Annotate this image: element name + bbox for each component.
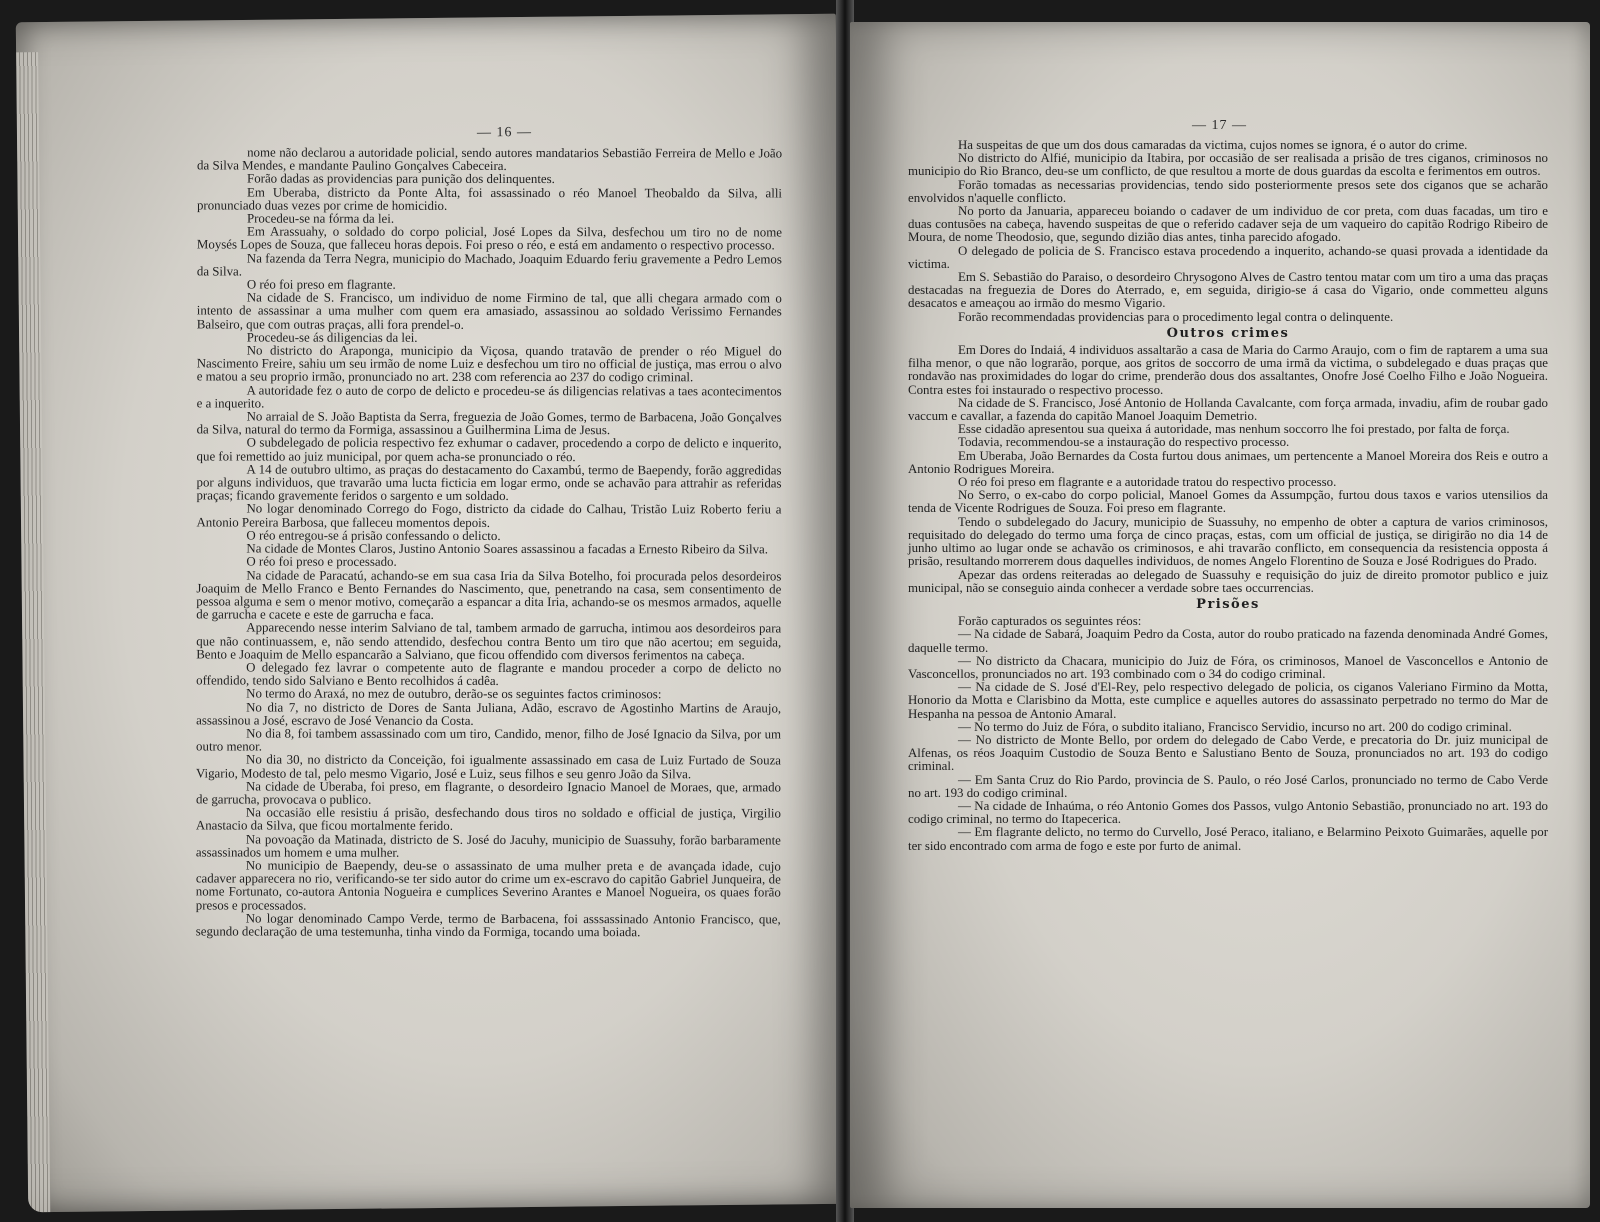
outros-crimes-paragraph: O réo foi preso em flagrante e a autoridade tratou do respectivo processo. <box>958 475 1337 490</box>
left-paragraph: No arraial de S. João Baptista da Serra, freguezia de João Gomes, termo de Barbacena, João Gonçalves da Silva, natural do termo da Formiga, assassinou a Guilhermina Lima de Jesus. <box>196 409 782 438</box>
page-number-left: — 16 — <box>476 124 533 141</box>
left-paragraph: No dia 7, no districto de Dores de Santa Juliana, Adão, escravo de Agostinho Martins de Araujo, assassinou a José, escravo de José Venancio da Costa. <box>196 700 782 728</box>
left-paragraph: nome não declarou a autoridade policial, sendo autores mandatarios Sebastião Ferreira de Mello e João da Silva Mendes, e mandante Paulino Gonçalves Cabeceira. <box>197 145 783 174</box>
left-paragraph: A autoridade fez o auto de corpo de delicto e procedeu-se ás diligencias relativas a taes acontecimentos e a inquerito. <box>196 383 782 411</box>
section-heading-prisoes: Prisões <box>1196 596 1260 612</box>
outros-crimes-paragraph: No Serro, o ex-cabo do corpo policial, Manoel Gomes da Assumpção, furtou dous taxos e varios utensilios da tenda de Vicente Rodrigues de Souza. Foi preso em flagrante. <box>908 488 1548 516</box>
left-paragraph: No logar denominado Campo Verde, termo de Barbacena, foi asssassinado Antonio Francisco, que, segundo declaração de uma testemunha, tinha vindo da Formiga, tocando uma boiada. <box>195 911 781 940</box>
left-text-column <box>196 146 782 939</box>
prisoes-paragraph: Forão capturados os seguintes réos: <box>958 614 1142 629</box>
prisoes-paragraph: — No districto de Monte Bello, por ordem do delegado de Cabo Verde, e precatoria do Dr. juiz municipal de Alfenas, os réos Joaquim Custodio de Souza Bento e Salustiano Bento de Souza, pronunciados no art. 193 do codigo criminal. <box>908 732 1548 774</box>
prisoes-paragraph: — Em Santa Cruz do Rio Pardo, provincia de S. Paulo, o réo José Carlos, pronunciado no termo de Cabo Verde no art. 193 do codigo criminal. <box>908 772 1548 800</box>
right-paragraph: Ha suspeitas de que um dos dous camaradas da victima, cujos nomes se ignora, é o autor do crime. <box>958 138 1468 152</box>
left-paragraph: O réo entregou-se á prisão confessando o delicto. <box>246 528 501 543</box>
right-paragraph: O delegado de policia de S. Francisco estava procedendo a inquerito, achando-se quasi provada a identidade da victima. <box>908 243 1548 271</box>
left-paragraph: A 14 de outubro ultimo, as praças do destacamento do Caxambú, termo de Baependy, forão aggredidas por alguns individuos, que travarão uma lucta ficticia em logar ermo, onde se achavão para attrahir as referidas praças; ficando gravemente feridos o sargento e um soldado. <box>196 462 782 504</box>
left-paragraph: Apparecendo nesse interim Salviano de tal, tambem armado de garrucha, intimou aos desordeiros para que não continuassem, e, não sendo attendido, desfechou contra Bento um tiro que não acertou; em seguida, Bento e Joaquim de Mello espancarão a Salviano, que ficou offendido com diversos ferimentos na cabeça. <box>196 620 782 663</box>
right-paragraph: No districto do Alfié, municipio da Itabira, por occasião de ser realisada a prisão de tres ciganos, criminosos no municipio do Rio Branco, deu-se um conflicto, de que resultou a morte de dous guardas da escolta e ferimentos em outros. <box>908 151 1548 179</box>
left-paragraph: No dia 30, no districto da Conceição, foi igualmente assassinado em casa de Luiz Furtado de Souza Vigario, Modesto de tal, pelo mesmo Vigario, José e Luiz, seus filhos e seu genro João da Silva. <box>195 752 782 781</box>
left-paragraph: Na cidade de Uberaba, foi preso, em flagrante, o desordeiro Ignacio Manoel de Moraes, que, armado de garrucha, provocava o publico. <box>195 779 781 807</box>
outros-crimes-paragraph: Esse cidadão apresentou sua queixa á autoridade, mas nenhum soccorro lhe foi prestado, por falta de força. <box>958 422 1510 437</box>
page-number-right: — 17 — <box>1192 118 1247 133</box>
prisoes-paragraph: — Na cidade de Sabará, Joaquim Pedro da Costa, autor do roubo praticado na fazenda denominada André Gomes, daquelle termo. <box>908 627 1548 655</box>
outros-crimes-paragraph: Em Uberaba, João Bernardes da Costa furtou dous animaes, um pertencente a Manoel Moreira dos Reis e outro a Antonio Rodrigues Moreira. <box>908 448 1548 476</box>
left-paragraph: O réo foi preso e processado. <box>246 554 397 570</box>
left-paragraph: Em Uberaba, districto da Ponte Alta, foi assassinado o réo Manoel Theobaldo da Silva, alli pronunciado duas vezes por crime de homicidio. <box>196 185 783 213</box>
left-paragraph: No municipio de Baependy, deu-se o assassinato de uma mulher preta e de avançada idade, cujo cadaver apparecera no rio, verificando-se ter sido autor do crime um ex-escravo do capitão Gabriel Junqueira, de nome Fortunato, co-autora Antonia Nogueira e cumplices Severino Arantes e Manoel Nogueira, os quaes forão presos e processados. <box>195 858 781 913</box>
prisoes-paragraph: — No termo do Juiz de Fóra, o subdito italiano, Francisco Servidio, incurso no art. 200 do codigo criminal. <box>958 719 1512 734</box>
left-paragraph: No dia 8, foi tambem assassinado com um tiro, Candido, menor, filho de José Ignacio da Silva, por um outro menor. <box>196 726 782 754</box>
page-edges <box>16 52 50 1212</box>
left-paragraph: O réo foi preso em flagrante. <box>246 277 396 292</box>
left-paragraph: No districto do Araponga, municipio da Viçosa, quando tratavão de prender o réo Miguel do Nascimento Freire, sahiu um seu irmão de nome Luiz e desfechou um tiro no official de justiça, mas errou o alvo e matou a seu proprio irmão, pronunciado no art. 238 com referencia ao 237 do codigo criminal. <box>196 343 782 385</box>
left-page <box>16 14 848 1213</box>
section-heading-outros-crimes: Outros crimes <box>1166 325 1290 341</box>
left-paragraph: No termo do Araxá, no mez de outubro, derão-se os seguintes factos criminosos: <box>246 686 662 702</box>
left-paragraph: Procedeu-se ás diligencias da lei. <box>246 330 418 345</box>
right-text-column <box>908 139 1548 853</box>
left-paragraph: Na occasião elle resistiu á prisão, desfechando dous tiros no soldado e official de justiça, Virgilio Anastacio da Silva, que ficou mortalmente ferido. <box>195 805 781 834</box>
left-paragraph: O delegado fez lavrar o competente auto de flagrante e mandou proceder a corpo de delicto no offendido, tendo sido Salviano e Bento recolhidos á cadêa. <box>196 660 782 689</box>
left-paragraph: Na cidade de S. Francisco, um individuo de nome Firmino de tal, que alli chegara armado com o intento de assassinar a uma mulher com quem era amasiado, assassinou ao soldado Verissimo Fernandes Balseiro, que com outras praças, alli fora prendel-o. <box>196 290 782 332</box>
left-paragraph: Forão dadas as providencias para punição dos delinquentes. <box>247 171 555 187</box>
outros-crimes-paragraph: Em Dores do Indaiá, 4 individuos assaltarão a casa de Maria do Carmo Araujo, com o fim de raptarem a uma sua filha menor, o que não lograrão, porque, aos gritos de soccorro de uma irmã da victima, o subdelegado e duas praças que rondavão nas proximidades do logar do crime, prenderão dous dos assaltantes, Onofre José Coelho Filho e João Nogueira. Contra estes foi instaurado o respectivo processo. <box>908 343 1548 397</box>
left-paragraph: Na fazenda da Terra Negra, municipio do Machado, Joaquim Eduardo feriu gravemente a Pedro Lemos da Silva. <box>196 251 782 279</box>
left-paragraph: No logar denominado Corrego do Fogo, districto da cidade do Calhau, Tristão Luiz Roberto feriu a Antonio Pereira Barbosa, que falleceu momentos depois. <box>196 502 782 530</box>
left-paragraph: Na cidade de Paracatú, achando-se em sua casa Iria da Silva Botelho, foi procurada pelos desordeiros Joaquim de Mello Franco e Bento Fernandes do Nascimento, que, penetrando na casa, sem consentimento de pessoa alguma e sem o menor motivo, começarão a espancar a dita Iria, achando-se os mesmos armados, aquelle de garrucha e cacete e este de garrucha e faca. <box>196 568 782 622</box>
left-paragraph: Procedeu-se na fórma da lei. <box>246 211 395 226</box>
prisoes-paragraph: — Na cidade de S. José d'El-Rey, pelo respectivo delegado de policia, os ciganos Valeriano Firmino da Motta, Honorio da Motta e Clarisbino da Motta, este cumplice e aquelles autores do assassinato perpetrado no termo do Mar de Hespanha na pessoa de Antonio Amaral. <box>908 680 1548 721</box>
left-paragraph: Na cidade de Montes Claros, Justino Antonio Soares assassinou a facadas a Ernesto Ribeiro da Silva. <box>246 541 769 557</box>
prisoes-paragraph: — Em flagrante delicto, no termo do Curvello, José Peraco, italiano, e Belarmino Peixoto Guimarães, aquelle por ter sido encontrado com arma de fogo e este por furto de animal. <box>908 825 1548 853</box>
right-paragraph: Forão recommendadas providencias para o procedimento legal contra o delinquente. <box>958 309 1394 324</box>
outros-crimes-paragraph: Na cidade de S. Francisco, José Antonio de Hollanda Cavalcante, com força armada, invadiu, afim de roubar gado vaccum e cavallar, a fazenda do capitão Manoel Joaquim Demetrio. <box>908 395 1548 424</box>
outros-crimes-paragraph: Todavia, recommendou-se a instauração do respectivo processo. <box>958 435 1290 450</box>
right-paragraph: Forão tomadas as necessarias providencias, tendo sido posteriormente presos sete dos ciganos que se acharão envolvidos n'aquelle conflicto. <box>908 177 1548 205</box>
prisoes-paragraph: — No districto da Chacara, municipio do Juiz de Fóra, os criminosos, Manoel de Vasconcellos e Antonio de Vasconcellos, pronunciados no art. 193 combinado com o 34 do codigo criminal. <box>908 653 1548 681</box>
left-paragraph: Na povoação da Matinada, districto de S. José do Jacuhy, municipio de Suassuhy, forão barbaramente assassinados um homem e uma mulher. <box>195 832 781 860</box>
outros-crimes-paragraph: Tendo o subdelegado do Jacury, municipio de Suassuhy, no empenho de obter a captura de varios criminosos, requisitado do delegado do termo uma força de cinco praças, estas, com um official de justiça, se dirigirão no dia 14 de junho ultimo ao lugar onde se achavão os criminosos, e ahi travarão conflicto, em consequencia da resistencia opposta á prisão, resultando morrerem dous daquelles individuos, de nomes Angelo Florentino de Souza e José Rodrigues do Prado. <box>908 514 1548 569</box>
right-paragraph: No porto da Januaria, appareceu boiando o cadaver de um individuo de cor preta, com duas facadas, um tiro e duas contusões na cabeça, havendo suspeitas de que o referido cadaver seja de um vaqueiro do capitão Rodrigo Ribeiro de Moura, de nome Theodosio, que, segundo dizião dias antes, tinha parecido afogado. <box>908 204 1548 245</box>
left-paragraph: Em Arassuahy, o soldado do corpo policial, José Lopes da Silva, desfechou um tiro no de nome Moysés Lopes de Souza, que falleceu horas depois. Foi preso o réo, e está em andamento o respectivo processo. <box>196 224 782 253</box>
prisoes-paragraph: — Na cidade de Inhaúma, o réo Antonio Gomes dos Passos, vulgo Antonio Sebastião, pronunciado no art. 193 do codigo criminal, no termo do Itapecerica. <box>908 798 1548 827</box>
outros-crimes-paragraph: Apezar das ordens reiteradas ao delegado de Suassuhy e requisição do juiz de direito promotor publico e juiz municipal, não se conseguio ainda conhecer a verdade sobre taes occurrencias. <box>908 567 1548 595</box>
left-paragraph: O subdelegado de policia respectivo fez exhumar o cadaver, procedendo a corpo de delicto e inquerito, que foi remettido ao juiz municipal, por quem acha-se pronunciado o réo. <box>196 435 782 464</box>
right-paragraph: Em S. Sebastião do Paraiso, o desordeiro Chrysogono Alves de Castro tentou matar com um tiro a uma das praças destacadas na freguezia de Dores do Aterrado, e, em seguida, dirigio-se á casa do Vigario, onde commetteu alguns desacatos e ameaçou ao irmão do mesmo Vigario. <box>908 270 1548 311</box>
right-page <box>850 22 1590 1208</box>
